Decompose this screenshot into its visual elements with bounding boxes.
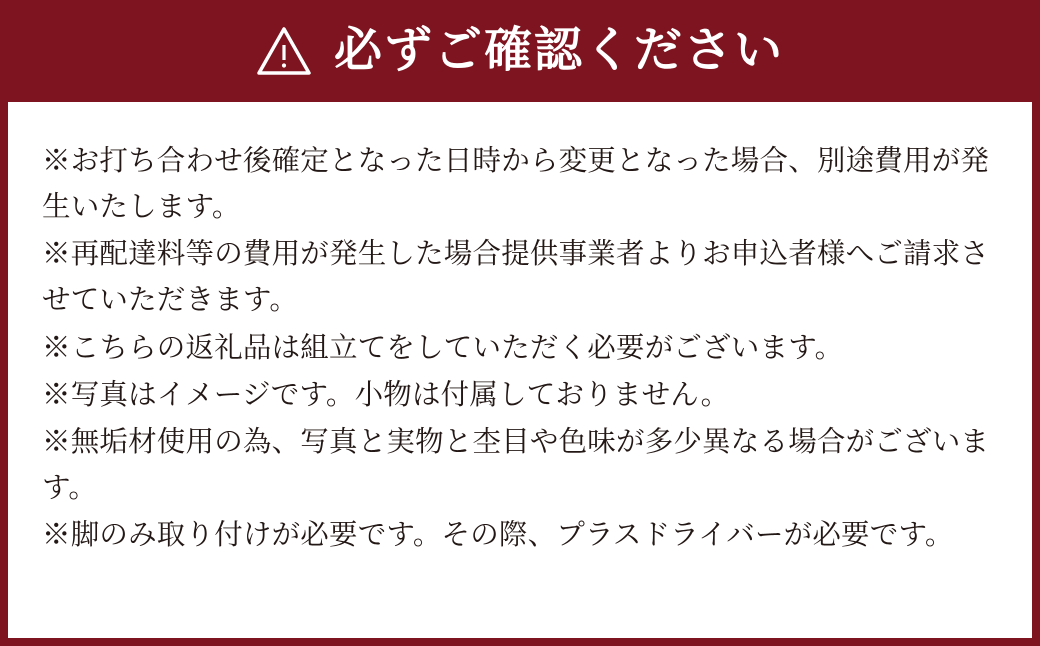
warning-triangle-icon <box>256 25 312 77</box>
list-item: ※こちらの返礼品は組立てをしていただく必要がございます。 <box>42 331 844 364</box>
list-item: ※脚のみ取り付けが必要です。その際、プラスドライバーが必要です。 <box>42 519 954 552</box>
notice-body <box>8 102 1032 638</box>
list-item: ※無垢材使用の為、写真と実物と杢目や色味が多少異なる場合がございます。 <box>42 425 990 505</box>
notes-list <box>42 138 998 558</box>
list-item: ※お打ち合わせ後確定となった日時から変更となった場合、別途費用が発生いたします。 <box>42 145 990 224</box>
list-item: ※再配達料等の費用が発生した場合提供事業者よりお申込者様へご請求させていただきます。 <box>42 238 990 317</box>
page-title: 必ずご確認ください <box>333 24 784 77</box>
list-item: ※写真はイメージです。小物は付属しておりません。 <box>42 378 730 411</box>
notice-header <box>0 0 1040 102</box>
